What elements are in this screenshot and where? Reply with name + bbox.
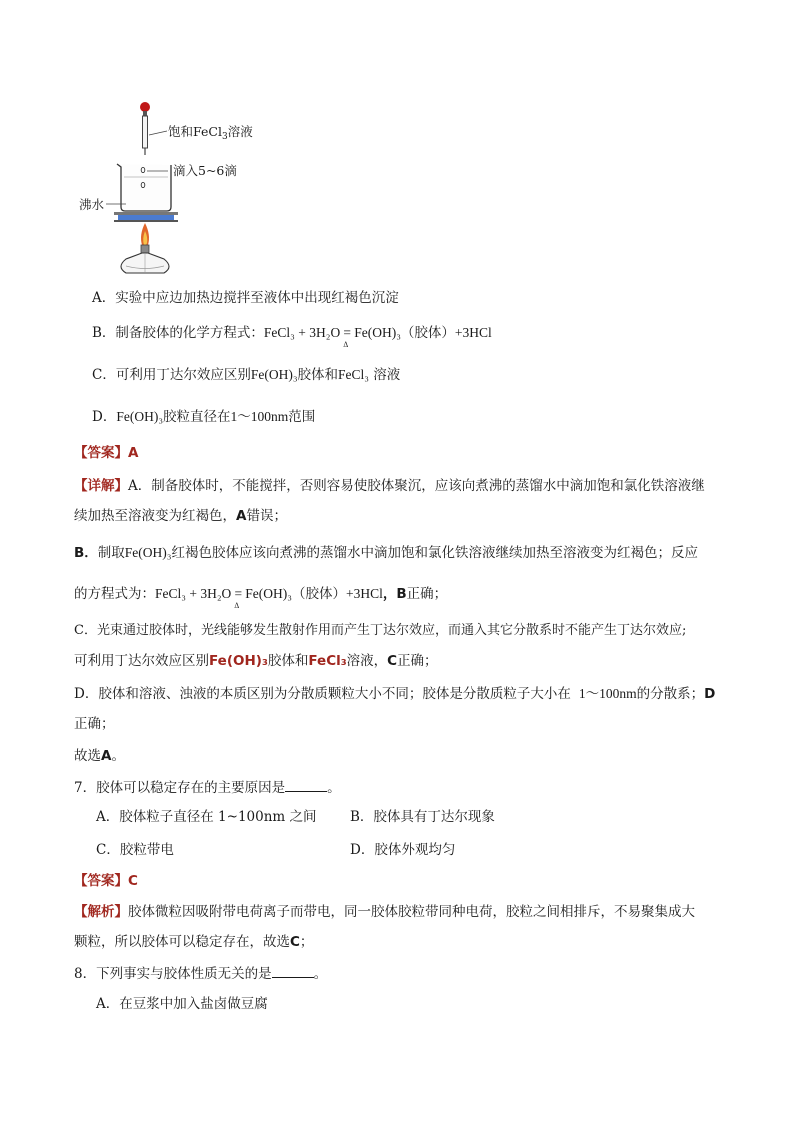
q6-detail-tag: 【详解】 [74,478,128,494]
q6-detail-d1-bold: D [704,686,716,702]
q6-detail-b2-eq-right: Fe(OH)₃（胶体）+3HCl [245,586,383,601]
q6-detail-line2-text: 续加热至溶液变为红褐色， [74,508,236,524]
q6-detail-b1-formula: Fe(OH)₃ [124,545,172,560]
label-drops: 滴入5~6滴 [173,163,237,178]
q6-option-b-eq-arrow: = [343,325,352,340]
q6-detail-line2 [74,506,287,526]
q6-detail-line2-bold: A [236,508,247,524]
q7-stem-end: 。 [327,780,341,796]
q7-analysis-line2-bold: C [290,934,300,950]
q8-stem-text: 8．下列事实与胶体性质无关的是 [74,966,272,982]
apparatus-figure [70,95,260,280]
q6-detail-c2-bold: C [387,653,398,669]
q6-detail-d1-text2: 的分散系； [636,686,705,702]
q6-conclusion [74,746,125,766]
q6-answer [74,443,138,463]
q6-answer-tag: 【答案】 [74,445,128,461]
q6-detail-b2 [74,584,448,610]
q6-option-b-label: B．制备胶体的化学方程式： [92,325,264,341]
q6-detail-b2-bold: ，B [382,586,407,602]
q7-option-b: B．胶体具有丁达尔现象 [350,809,495,825]
q6-detail-b1 [74,543,698,563]
q7-option-c: C．胶粒带电 [96,842,174,858]
q6-conclusion-text: 故选 [74,748,101,764]
q6-option-c-formula2: FeCl₃ [338,367,370,382]
q6-detail-c2-text2: 胶体和 [267,653,309,669]
q7-analysis-line2-end: ； [299,934,314,950]
q6-detail-c1: C．光束通过胶体时，光线能够发生散射作用而产生丁达尔效应，而通入其它分散系时不能产生丁达尔效应; [74,623,687,638]
q7-answer [74,871,138,891]
q6-option-c-suffix: 溶液 [369,367,401,383]
label-boiling-water: 沸水 [79,197,105,212]
q6-option-b-eq-left: FeCl₃ + 3H₂O [263,325,341,340]
q6-option-b-eq-right: Fe(OH)₃（胶体）+3HCl [354,325,492,340]
q7-answer-value: C [128,873,138,889]
q6-detail-line1-text: A．制备胶体时，不能搅拌，否则容易使胶体聚沉，应该向煮沸的蒸馏水中滴加饱和氯化铁溶液继 [128,478,705,494]
q6-detail-c2-formula1: Fe(OH)₃ [209,653,268,669]
q7-answer-blank [285,777,327,792]
q6-detail-c2-formula2: FeCl₃ [308,653,347,669]
q6-detail-b2-end: 正确； [406,586,448,602]
q6-option-d-range: 1～100nm [230,409,289,424]
q7-answer-tag: 【答案】 [74,873,128,889]
q6-detail-c2-text1: 可利用丁达尔效应区别 [74,653,209,669]
q7-analysis-line1-text: 胶体微粒因吸附带电荷离子而带电，同一胶体胶粒带同种电荷，胶粒之间相排斥，不易聚集成大 [128,904,695,920]
q6-detail-d1 [74,684,715,704]
label-reagent [168,122,253,142]
q6-option-c-formula1: Fe(OH)₃ [250,367,298,382]
q6-option-c [92,365,400,385]
q6-option-d [92,407,315,427]
q6-detail-b2-eq-arrow: = [234,586,243,601]
q6-detail-b2-text: 的方程式为： [74,586,155,602]
q6-option-b [92,323,492,349]
q6-answer-value: A [128,445,139,461]
q6-option-d-suffix: 范围 [288,409,316,425]
q6-detail-line2-end: 错误； [246,508,287,524]
q6-detail-d1-text: D．胶体和溶液、浊液的本质区别为分散质颗粒大小不同；胶体是分散质粒子大小在 [74,686,571,702]
q8-stem-end: 。 [313,966,328,982]
label-reagent-suffix: 溶液 [227,124,253,139]
q7-analysis-line2-text: 颗粒，所以胶体可以稳定存在，故选 [74,934,290,950]
q6-detail-c2 [74,651,438,671]
q6-option-a: A．实验中应边加热边搅拌至液体中出现红褐色沉淀 [92,290,399,306]
q6-detail-d2: 正确； [74,716,115,732]
q6-conclusion-end: 。 [111,748,125,764]
q6-option-c-mid: 胶体和 [297,367,339,383]
q6-detail-line1 [74,476,705,496]
q7-analysis-line1 [74,902,695,922]
q6-option-d-formula: Fe(OH)₃ [116,409,164,424]
q8-answer-blank [272,963,314,978]
q6-detail-b1-text1: 制取 [97,545,125,561]
q7-option-a: A．胶体粒子直径在 1~100nm 之间 [96,809,317,825]
q8-stem [74,963,327,984]
q6-option-c-label: C．可利用丁达尔效应区别 [92,367,251,383]
q7-stem-text: 7．胶体可以稳定存在的主要原因是 [74,780,286,796]
q8-option-a: A．在豆浆中加入盐卤做豆腐 [96,996,268,1012]
q6-option-d-label: D． [92,409,117,425]
q6-detail-b2-eq-cond: Δ [234,602,240,610]
q6-detail-d1-range: 1～100nm [578,686,637,701]
label-reagent-sub: 3 [221,132,228,142]
q7-analysis-line2 [74,932,313,952]
q6-detail-c2-end: 正确； [397,653,438,669]
q6-detail-b1-text2: 红褐色胶体应该向煮沸的蒸馏水中滴加饱和氯化铁溶液继续加热至溶液变为红褐色；反应 [171,545,698,561]
label-reagent-prefix: 饱和FeCl [168,124,222,139]
q7-stem [74,777,341,798]
q7-option-d: D．胶体外观均匀 [350,842,456,858]
q6-detail-b1-label: B． [74,545,98,561]
q6-detail-c2-text3: 溶液， [346,653,388,669]
q6-option-d-mid: 胶粒直径在 [163,409,231,425]
q6-option-b-eq-cond: Δ [343,341,349,349]
q7-analysis-tag: 【解析】 [74,904,128,920]
q6-detail-b2-eq-left: FeCl₃ + 3H₂O [155,586,232,601]
q6-conclusion-bold: A [101,748,112,764]
